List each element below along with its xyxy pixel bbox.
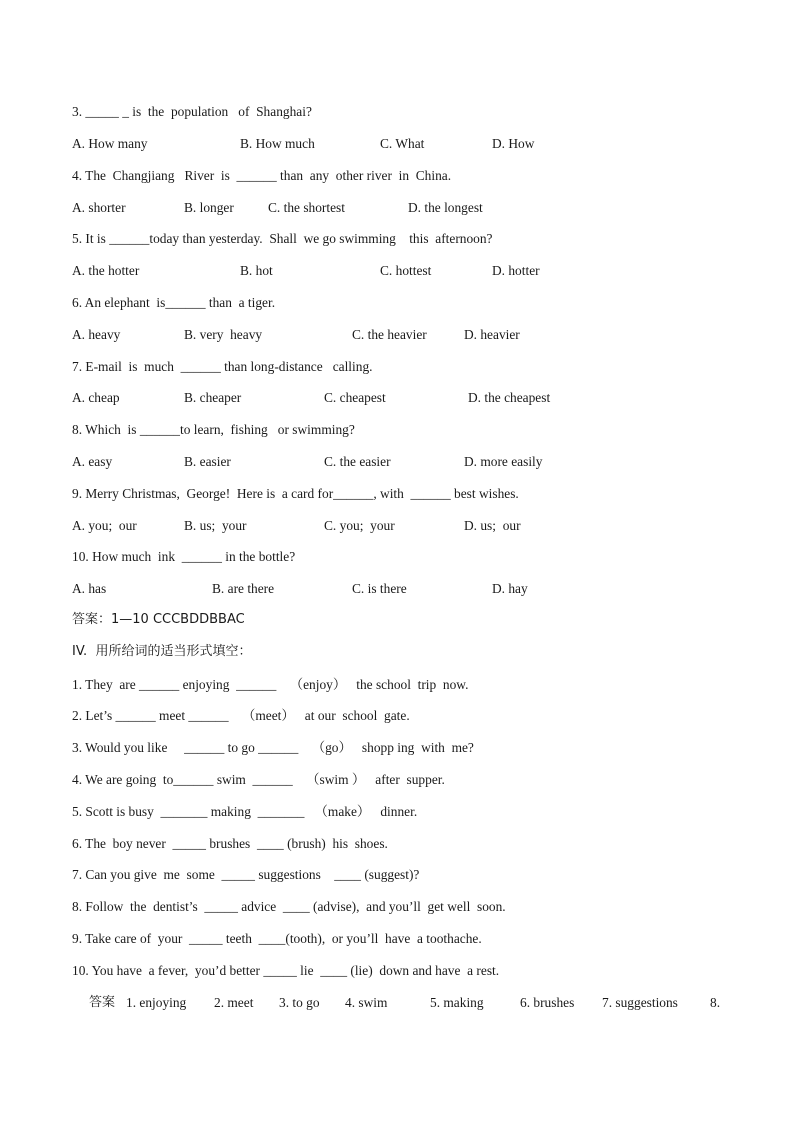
option-b: B. hot [240, 263, 273, 278]
option-c: C. the shortest [268, 200, 345, 215]
option-b: B. us; your [184, 518, 247, 533]
option-b: B. How much [240, 136, 315, 151]
option-a: A. How many [72, 136, 148, 151]
option-a: A. has [72, 581, 107, 596]
item-text: 6. The boy never _____ brushes ____ (brush) his shoes. [72, 836, 388, 851]
option-b: B. easier [184, 454, 231, 469]
answer-item: 8. [710, 995, 721, 1010]
option-a: A. cheap [72, 390, 120, 405]
option-c: C. What [380, 136, 425, 151]
answer-item: 7. suggestions [602, 995, 678, 1010]
question-text: 5. It is ______today than yesterday. Shall we go swimming this afternoon? [72, 231, 493, 246]
answer-item: 2. meet [214, 995, 254, 1010]
option-c: C. the easier [324, 454, 391, 469]
option-d: D. hotter [492, 263, 540, 278]
option-a: A. heavy [72, 327, 121, 342]
option-d: D. the cheapest [468, 390, 551, 405]
option-c: C. you; your [324, 518, 395, 533]
item-text: 9. Take care of your _____ teeth ____(tooth), or you’ll have a toothache. [72, 931, 482, 946]
answer-item: 1. enjoying [126, 995, 187, 1010]
answer-item: 3. to go [279, 995, 320, 1010]
question-text: 10. How much ink ______ in the bottle? [72, 549, 296, 564]
option-a: A. easy [72, 454, 113, 469]
option-a: A. you; our [72, 518, 137, 533]
option-b: B. cheaper [184, 390, 242, 405]
item-text: 1. They are ______ enjoying ______ （enjoy） the school trip now. [72, 677, 469, 692]
option-d: D. How [492, 136, 535, 151]
question-text: 4. The Changjiang River is ______ than any other river in China. [72, 168, 452, 183]
answer-label: 答案 [89, 995, 116, 1010]
option-b: B. very heavy [184, 327, 263, 342]
answer-item: 5. making [430, 995, 484, 1010]
option-c: C. hottest [380, 263, 432, 278]
section-title: IV. 用所给词的适当形式填空： [72, 644, 252, 659]
question-text: 8. Which is ______to learn, fishing or swimming? [72, 422, 355, 437]
option-d: D. hay [492, 581, 528, 596]
question-text: 7. E-mail is much ______ than long-distance calling. [72, 359, 373, 374]
item-text: 3. Would you like ______ to go ______ （go） shopp ing with me? [72, 740, 474, 755]
option-d: D. more easily [464, 454, 543, 469]
answer-item: 6. brushes [520, 995, 575, 1010]
option-a: A. shorter [72, 200, 126, 215]
item-text: 5. Scott is busy _______ making _______ （make） dinner. [72, 804, 418, 819]
option-c: C. the heavier [352, 327, 427, 342]
item-text: 7. Can you give me some _____ suggestions ____ (suggest)? [72, 867, 420, 882]
item-text: 4. We are going to______ swim ______ （swim ） after supper. [72, 772, 445, 787]
option-b: B. are there [212, 581, 275, 596]
option-c: C. cheapest [324, 390, 386, 405]
option-d: D. heavier [464, 327, 520, 342]
item-text: 2. Let’s ______ meet ______ （meet） at our school gate. [72, 708, 410, 723]
question-text: 6. An elephant is______ than a tiger. [72, 295, 276, 310]
option-c: C. is there [352, 581, 407, 596]
answer-item: 4. swim [345, 995, 388, 1010]
option-a: A. the hotter [72, 263, 140, 278]
answer-text: 答案：1—10 CCCBDDBBAC [72, 612, 245, 627]
item-text: 8. Follow the dentist’s _____ advice ____ (advise), and you’ll get well soon. [72, 899, 506, 914]
item-text: 10. You have a fever, you’d better _____ lie ____ (lie) down and have a rest. [72, 963, 500, 978]
option-b: B. longer [184, 200, 234, 215]
question-text: 3. _____ _ is the population of Shanghai? [72, 104, 312, 119]
option-d: D. us; our [464, 518, 521, 533]
option-d: D. the longest [408, 200, 483, 215]
question-text: 9. Merry Christmas, George! Here is a card for______, with ______ best wishes. [72, 486, 519, 501]
